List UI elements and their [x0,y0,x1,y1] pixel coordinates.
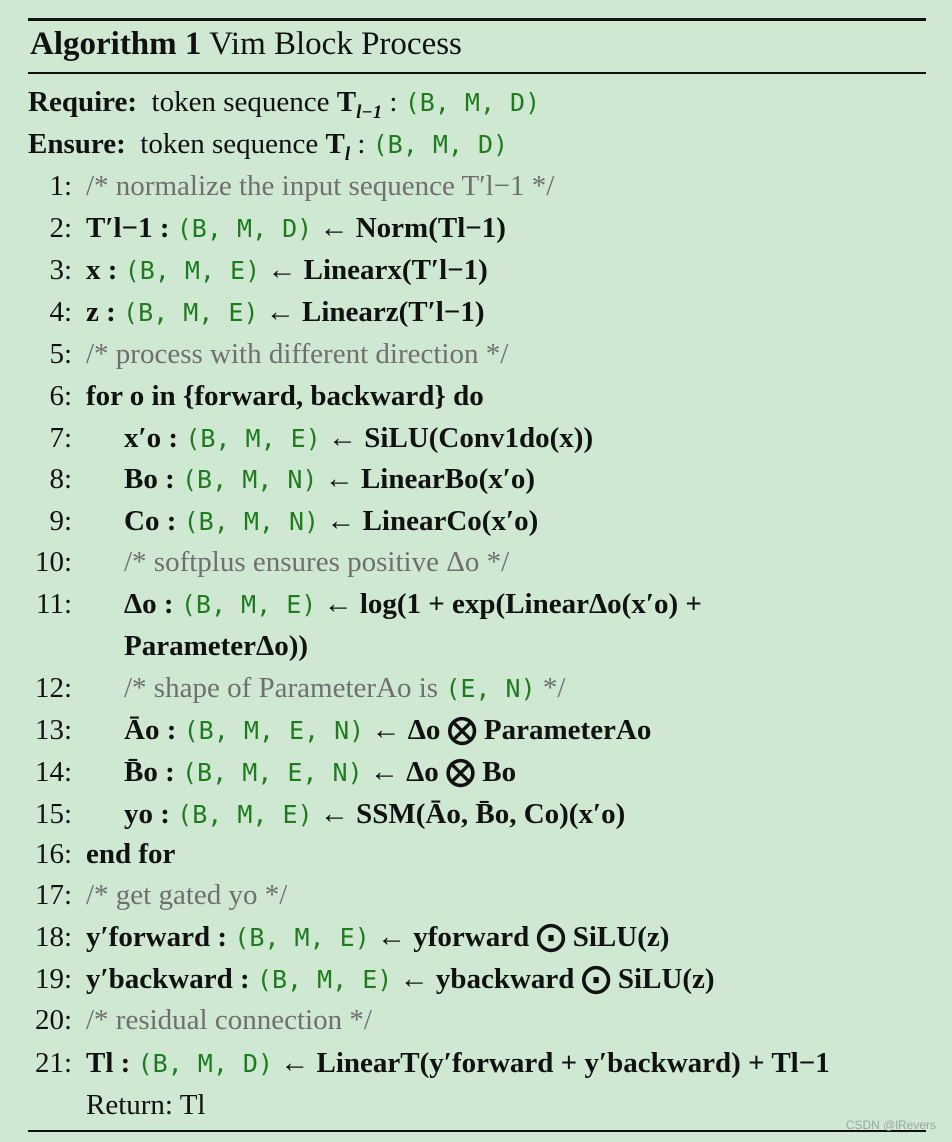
line-content [86,836,175,872]
assignment-target: z : [86,296,116,328]
assignment-expression: ← SiLU(Conv1do(x)) [328,422,594,454]
line-content [86,210,506,247]
comment-text: */ [542,672,566,704]
require-var: $T_{l-1}$ [336,86,383,123]
line-content [124,544,509,580]
line-number: 7: [49,422,72,454]
line-content [86,1002,372,1038]
line-number: 8: [49,463,72,495]
line-content [124,586,702,623]
line-number: 13: [34,714,72,746]
line-number: 6: [49,380,72,412]
line-number: 15: [34,798,72,830]
shape-annotation: (B, M, E) [124,256,261,285]
algorithm-title: Vim Block Process [209,26,462,62]
assignment-target: x : [86,254,118,286]
ensure-shape: (B, M, D) [372,130,509,159]
algorithm-header [30,24,462,64]
assignment-target: yo : [124,798,170,830]
assignment-expression: ← Norm(Tl−1) [319,212,506,244]
comment-text: /* shape of ParameterAo is [124,672,439,704]
shape-annotation: (B, M, E, N) [183,716,365,745]
assignment-target: y′forward : [86,921,228,953]
line-number: 21: [34,1047,72,1079]
line-content [86,294,485,331]
bottom-rule [28,1130,926,1132]
shape-annotation: (B, M, E) [256,965,393,994]
line-content [86,1045,830,1082]
assignment-target: x′o : [124,422,179,454]
line-number: 3: [49,254,72,286]
comment-text: /* get gated yo */ [86,879,288,911]
statement-text: Return: Tl [86,1089,206,1121]
line-number: 20: [34,1004,72,1036]
line-number: 5: [49,338,72,370]
line-content [124,712,651,749]
assignment-target: Āo : [124,714,177,746]
line-content [86,378,484,414]
require-keyword: Require: [28,86,138,118]
comment-text: /* residual connection */ [86,1004,372,1036]
line-content [86,252,488,289]
require-shape: (B, M, D) [404,88,541,117]
assignment-target: y′backward : [86,963,250,995]
line-number: 19: [34,963,72,995]
require-colon: : [389,86,398,118]
ensure-var: $T_l$ [325,128,351,165]
line-content [124,754,516,791]
ensure-colon: : [357,128,366,160]
shape-annotation: (B, M, D) [176,214,313,243]
shape-annotation: (E, N) [445,674,536,703]
shape-annotation: (B, M, N) [183,507,320,536]
line-content [124,796,625,833]
ensure-line [28,126,952,173]
assignment-expression: ← Δo ⨂ ParameterAo [371,714,652,746]
assignment-target: B̄o : [124,756,175,788]
shape-annotation: (B, M, E) [185,424,321,453]
ensure-keyword: Ensure: [28,128,126,160]
shape-annotation: (B, M, E) [177,800,313,829]
line-number: 9: [49,505,72,537]
line-number: 16: [34,838,72,870]
line-content [124,461,535,498]
shape-annotation: (B, M, N) [182,465,318,494]
require-desc: token sequence [151,86,330,118]
assignment-target: Bo : [124,463,175,495]
line-number: 18: [34,921,72,953]
statement-text: end for [86,838,176,870]
assignment-target: Co : [124,505,177,537]
statement-text: for o in {forward, backward} do [86,380,484,412]
line-number: 1: [49,170,72,202]
watermark: CSDN @lRevers [845,1118,936,1132]
assignment-expression: ← ybackward ⨀ SiLU(z) [399,963,715,995]
continuation-text: ParameterΔo)) [124,630,309,662]
line-content [86,336,508,372]
shape-annotation: (B, M, D) [137,1049,274,1078]
assignment-expression: ← SSM(Āo, B̄o, Co)(x′o) [319,798,626,830]
assignment-target: Δo : [124,588,174,620]
assignment-expression: ← LinearBo(x′o) [324,463,536,495]
line-number: 10: [34,546,72,578]
line-number: 4: [49,296,72,328]
assignment-target: T′l−1 : [86,212,170,244]
algorithm-label: Algorithm 1 [30,26,202,62]
line-content [86,877,287,913]
shape-annotation: (B, M, E) [234,923,370,952]
assignment-expression: ← LinearCo(x′o) [326,505,539,537]
assignment-expression: ← Linearz(T′l−1) [265,296,485,328]
line-number: 11: [36,588,72,620]
line-content [124,420,593,457]
header-rule [28,72,926,74]
assignment-expression: ← log(1 + exp(LinearΔo(x′o) + [323,588,702,620]
shape-annotation: (B, M, E, N) [182,758,363,787]
assignment-expression: ← yforward ⨀ SiLU(z) [377,921,670,953]
line-number: 14: [34,756,72,788]
line-content [86,1087,205,1123]
line-content [86,961,715,998]
comment-text: /* normalize the input sequence T′l−1 */ [86,170,555,202]
shape-annotation: (B, M, E) [123,298,259,327]
line-content [124,503,538,540]
comment-text: /* softplus ensures positive Δo */ [124,546,510,578]
assignment-expression: ← Linearx(T′l−1) [267,254,488,286]
line-number: 2: [49,212,72,244]
assignment-expression: ← Δo ⨂ Bo [369,756,517,788]
require-line [28,84,952,131]
top-rule [28,18,926,21]
line-number: 12: [34,672,72,704]
comment-text: /* process with different direction */ [86,338,509,370]
assignment-expression: ← LinearT(y′forward + y′backward) + Tl−1 [280,1047,830,1079]
assignment-target: Tl : [86,1047,131,1079]
line-number: 17: [34,879,72,911]
line-content [124,670,565,707]
line-content [86,919,669,956]
line-content [86,168,554,204]
ensure-desc: token sequence [140,128,319,160]
shape-annotation: (B, M, E) [180,590,317,619]
